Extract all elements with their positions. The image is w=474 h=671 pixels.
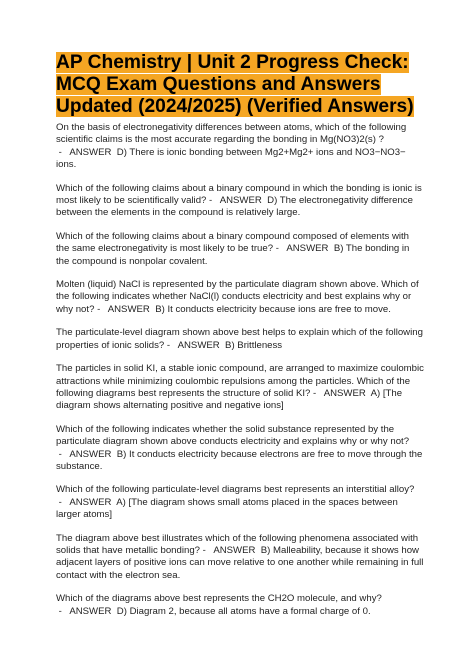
answer-separator: - xyxy=(310,387,324,399)
question-text: The particles in solid KI, a stable ionic compound, are arranged to maximize coulombic attractions while minimizing coulombic repulsions among the particles. Which of the following diagrams best represents the structure of solid KI? xyxy=(56,363,424,399)
question-text: Which of the following claims about a binary compound in which the bonding is ionic is most likely to be scientifically valid? xyxy=(56,182,422,207)
question-text: Molten (liquid) NaCl is represented by the particulate diagram shown above. Which of the following indicates whether NaCl(l) conducts electricity and best explains why or why not? xyxy=(56,279,419,315)
question-answer-item xyxy=(56,183,424,220)
answer-marker: ANSWER xyxy=(107,303,150,315)
question-answer-item xyxy=(56,593,424,618)
question-text: Which of the diagrams above best represents the CH2O molecule, and why? xyxy=(56,593,382,605)
question-text: On the basis of electronegativity differences between atoms, which of the following scientific claims is the most accurate regarding the bonding in Mg(NO3)2(s) ? xyxy=(56,122,407,146)
answer-text: B) Malleability, because it shows how adjacent layers of positive ions can move relative to one another while remaining in full contact with the electron sea. xyxy=(56,544,424,581)
answer-marker: ANSWER xyxy=(69,146,112,158)
answer-marker: ANSWER xyxy=(323,387,366,399)
question-answer-item xyxy=(56,279,424,316)
answer-text: A) [The diagram shows alternating positive and negative ions] xyxy=(56,387,403,412)
answer-text: D) There is ionic bonding between Mg2+Mg2+ ions and NO3−NO3− ions. xyxy=(56,146,406,171)
question-answer-list xyxy=(56,122,424,618)
answer-separator: - xyxy=(56,605,70,617)
question-text: Which of the following particulate-level diagrams best represents an interstitial alloy? xyxy=(56,484,415,496)
document-title xyxy=(56,52,424,118)
answer-separator: - xyxy=(94,303,108,315)
question-answer-item xyxy=(56,533,424,583)
answer-separator: - xyxy=(164,339,178,351)
answer-text: D) Diagram 2, because all atoms have a formal charge of 0. xyxy=(116,605,371,617)
answer-text: B) Brittleness xyxy=(225,339,283,351)
answer-text: A) [The diagram shows small atoms placed in the spaces between larger atoms] xyxy=(56,496,398,521)
answer-text: D) The electronegativity difference between the elements in the compound is relatively large. xyxy=(56,195,413,219)
document-title-text: AP Chemistry | Unit 2 Progress Check: MCQ Exam Questions and Answers Updated (2024/2025) (Verified Answers) xyxy=(56,52,414,117)
answer-separator: - xyxy=(206,195,220,207)
answer-text: B) It conducts electricity because electrons are free to move through the substance. xyxy=(56,448,423,472)
question-answer-item xyxy=(56,363,424,413)
answer-marker: ANSWER xyxy=(177,339,220,351)
question-text: Which of the following indicates whether the solid substance represented by the particulate diagram shown above conducts electricity and explains why or why not? xyxy=(56,423,410,448)
answer-marker: ANSWER xyxy=(69,496,112,508)
question-answer-item xyxy=(56,327,424,352)
answer-separator: - xyxy=(56,448,70,460)
answer-text: B) It conducts electricity because ions are free to move. xyxy=(155,303,391,315)
answer-text: B) The bonding in the compound is nonpolar covalent. xyxy=(56,243,410,267)
answer-marker: ANSWER xyxy=(69,448,112,460)
answer-separator: - xyxy=(56,496,70,508)
answer-separator: - xyxy=(56,146,70,158)
answer-marker: ANSWER xyxy=(213,544,256,556)
question-answer-item xyxy=(56,231,424,268)
answer-marker: ANSWER xyxy=(286,243,329,255)
answer-marker: ANSWER xyxy=(219,195,262,207)
answer-marker: ANSWER xyxy=(69,605,112,617)
question-answer-item xyxy=(56,424,424,474)
question-text: The diagram above best illustrates which of the following phenomena associated with solids that have metallic bonding? xyxy=(56,532,419,556)
question-text: The particulate-level diagram shown above best helps to explain which of the following properties of ionic solids? xyxy=(56,327,423,351)
question-text: Which of the following claims about a binary compound composed of elements with the same electronegativity is most likely to be true? xyxy=(56,230,410,255)
answer-separator: - xyxy=(200,544,214,556)
question-answer-item xyxy=(56,484,424,521)
question-answer-item xyxy=(56,122,424,172)
answer-separator: - xyxy=(273,243,287,255)
